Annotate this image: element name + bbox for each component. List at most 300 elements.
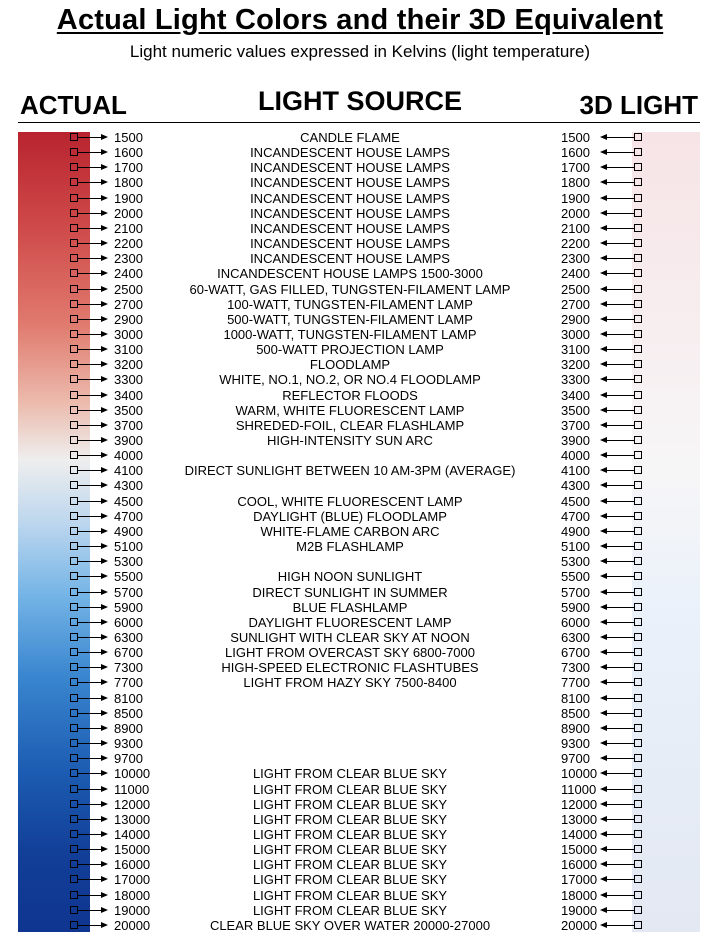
- kelvin-value-3d: 9300: [561, 736, 590, 751]
- light-source-label: INCANDESCENT HOUSE LAMPS: [250, 236, 450, 252]
- 3d-marker-box: [634, 588, 642, 596]
- kelvin-value-actual: 9700: [114, 751, 143, 767]
- table-row: [0, 434, 720, 449]
- actual-marker-box: [70, 224, 78, 232]
- arrow-left-icon: [602, 470, 634, 471]
- kelvin-value-3d: 20000: [561, 917, 598, 933]
- kelvin-value-actual: 3700: [114, 417, 143, 433]
- table-row: [0, 131, 720, 146]
- 3d-marker-box: [634, 845, 642, 853]
- kelvin-value-3d: 4900: [561, 523, 590, 539]
- table-row: [0, 419, 720, 434]
- kelvin-value-3d: 9700: [561, 751, 590, 767]
- actual-marker-box: [70, 406, 78, 414]
- 3d-marker-box: [634, 527, 642, 535]
- 3d-marker-box: [634, 603, 642, 611]
- actual-marker-box: [70, 360, 78, 368]
- arrow-right-icon: [78, 834, 106, 835]
- light-source-label: COOL, WHITE FLUORESCENT LAMP: [237, 493, 463, 509]
- light-source-label: LIGHT FROM CLEAR BLUE SKY: [252, 781, 448, 797]
- arrow-right-icon: [78, 440, 106, 441]
- table-row: [0, 313, 720, 328]
- arrow-right-icon: [78, 213, 106, 214]
- 3d-marker-box: [634, 906, 642, 914]
- actual-marker-box: [70, 436, 78, 444]
- arrow-left-icon: [602, 364, 634, 365]
- actual-marker-box: [70, 133, 78, 141]
- arrow-left-icon: [602, 698, 634, 699]
- arrow-left-icon: [602, 440, 634, 441]
- arrow-left-icon: [602, 743, 634, 744]
- 3d-marker-box: [634, 542, 642, 550]
- arrow-left-icon: [602, 895, 634, 896]
- actual-marker-box: [70, 588, 78, 596]
- light-source-label: REFLECTOR FLOODS: [282, 387, 418, 403]
- light-source-label: INCANDESCENT HOUSE LAMPS: [250, 175, 450, 191]
- light-source-label: LIGHT FROM HAZY SKY 7500-8400: [243, 675, 457, 691]
- kelvin-value-actual: 1600: [114, 145, 143, 161]
- kelvin-value-3d: 2200: [561, 236, 590, 252]
- arrow-right-icon: [78, 667, 106, 668]
- arrow-left-icon: [602, 410, 634, 411]
- arrow-left-icon: [602, 152, 634, 153]
- actual-marker-box: [70, 542, 78, 550]
- table-row: [0, 646, 720, 661]
- actual-marker-box: [70, 921, 78, 929]
- column-header-actual: ACTUAL: [20, 90, 127, 120]
- actual-marker-box: [70, 785, 78, 793]
- actual-marker-box: [70, 633, 78, 641]
- kelvin-value-3d: 2000: [561, 205, 590, 221]
- arrow-right-icon: [78, 849, 106, 850]
- kelvin-value-actual: 4900: [114, 523, 143, 539]
- kelvin-value-3d: 4300: [561, 478, 590, 494]
- kelvin-value-actual: 1700: [114, 160, 143, 176]
- kelvin-value-3d: 8500: [561, 705, 590, 721]
- actual-marker-box: [70, 512, 78, 520]
- arrow-left-icon: [602, 561, 634, 562]
- light-source-label: WHITE-FLAME CARBON ARC: [260, 523, 440, 539]
- actual-marker-box: [70, 572, 78, 580]
- 3d-marker-box: [634, 406, 642, 414]
- kelvin-value-actual: 3000: [114, 327, 143, 342]
- kelvin-value-3d: 2400: [561, 266, 590, 282]
- kelvin-value-actual: 2100: [114, 220, 143, 236]
- table-row: [0, 783, 720, 798]
- 3d-marker-box: [634, 239, 642, 247]
- kelvin-value-3d: 8900: [561, 720, 590, 736]
- kelvin-value-3d: 3900: [561, 433, 590, 448]
- actual-marker-box: [70, 603, 78, 611]
- arrow-right-icon: [78, 895, 106, 896]
- actual-marker-box: [70, 800, 78, 808]
- kelvin-value-3d: 3500: [561, 402, 590, 418]
- actual-marker-box: [70, 497, 78, 505]
- actual-marker-box: [70, 754, 78, 762]
- arrow-left-icon: [602, 395, 634, 396]
- arrow-right-icon: [78, 925, 106, 926]
- table-row: [0, 843, 720, 858]
- kelvin-value-3d: 1600: [561, 145, 590, 161]
- arrow-right-icon: [78, 364, 106, 365]
- 3d-marker-box: [634, 330, 642, 338]
- arrow-right-icon: [78, 531, 106, 532]
- light-source-label: 100-WATT, TUNGSTEN-FILAMENT LAMP: [227, 296, 473, 312]
- arrow-right-icon: [78, 879, 106, 880]
- table-row: [0, 328, 720, 343]
- 3d-marker-box: [634, 345, 642, 353]
- arrow-left-icon: [602, 213, 634, 214]
- table-row: [0, 207, 720, 222]
- 3d-marker-box: [634, 178, 642, 186]
- arrow-left-icon: [602, 804, 634, 805]
- kelvin-value-3d: 6700: [561, 645, 590, 661]
- actual-marker-box: [70, 178, 78, 186]
- kelvin-value-3d: 5500: [561, 569, 590, 585]
- kelvin-value-3d: 13000: [561, 811, 598, 827]
- kelvin-value-actual: 2900: [114, 311, 143, 327]
- 3d-marker-box: [634, 421, 642, 429]
- table-row: [0, 767, 720, 782]
- table-row: [0, 510, 720, 525]
- 3d-marker-box: [634, 300, 642, 308]
- header-divider: [18, 122, 700, 123]
- light-source-label: LIGHT FROM CLEAR BLUE SKY: [252, 902, 448, 918]
- table-row: [0, 373, 720, 388]
- 3d-marker-box: [634, 694, 642, 702]
- actual-marker-box: [70, 163, 78, 171]
- kelvin-value-3d: 11000: [561, 781, 597, 797]
- table-row: [0, 586, 720, 601]
- arrow-left-icon: [602, 501, 634, 502]
- kelvin-value-3d: 10000: [561, 766, 598, 782]
- arrow-right-icon: [78, 334, 106, 335]
- kelvin-value-3d: 15000: [561, 842, 598, 858]
- actual-marker-box: [70, 663, 78, 671]
- arrow-left-icon: [602, 789, 634, 790]
- actual-marker-box: [70, 269, 78, 277]
- table-row: [0, 161, 720, 176]
- arrow-right-icon: [78, 758, 106, 759]
- arrow-right-icon: [78, 516, 106, 517]
- table-row: [0, 176, 720, 191]
- actual-marker-box: [70, 481, 78, 489]
- kelvin-value-3d: 3400: [561, 387, 590, 403]
- arrow-right-icon: [78, 379, 106, 380]
- arrow-right-icon: [78, 607, 106, 608]
- actual-marker-box: [70, 451, 78, 459]
- actual-marker-box: [70, 375, 78, 383]
- kelvin-value-actual: 3900: [114, 433, 143, 448]
- 3d-marker-box: [634, 269, 642, 277]
- actual-marker-box: [70, 815, 78, 823]
- actual-marker-box: [70, 618, 78, 626]
- light-source-label: SUNLIGHT WITH CLEAR SKY AT NOON: [230, 630, 470, 645]
- arrow-right-icon: [78, 804, 106, 805]
- arrow-right-icon: [78, 652, 106, 653]
- table-row: [0, 631, 720, 646]
- kelvin-value-3d: 5100: [561, 539, 590, 554]
- arrow-right-icon: [78, 243, 106, 244]
- table-row: [0, 616, 720, 631]
- light-source-label: HIGH NOON SUNLIGHT: [277, 569, 423, 585]
- table-row: [0, 267, 720, 282]
- kelvin-value-3d: 3100: [561, 342, 590, 358]
- actual-marker-box: [70, 678, 78, 686]
- kelvin-value-3d: 14000: [561, 826, 598, 842]
- arrow-left-icon: [602, 819, 634, 820]
- kelvin-value-actual: 5700: [114, 584, 143, 600]
- actual-marker-box: [70, 557, 78, 565]
- light-source-label: LIGHT FROM CLEAR BLUE SKY: [252, 842, 448, 858]
- 3d-marker-box: [634, 739, 642, 747]
- arrow-left-icon: [602, 834, 634, 835]
- arrow-right-icon: [78, 304, 106, 305]
- arrow-left-icon: [602, 713, 634, 714]
- kelvin-value-3d: 7300: [561, 660, 590, 676]
- light-source-label: SHREDED-FOIL, CLEAR FLASHLAMP: [235, 417, 465, 433]
- table-row: [0, 692, 720, 707]
- kelvin-value-3d: 19000: [561, 902, 598, 918]
- table-row: [0, 707, 720, 722]
- light-source-label: LIGHT FROM CLEAR BLUE SKY: [252, 766, 448, 782]
- arrow-right-icon: [78, 819, 106, 820]
- arrow-right-icon: [78, 258, 106, 259]
- 3d-marker-box: [634, 133, 642, 141]
- arrow-left-icon: [602, 849, 634, 850]
- kelvin-value-actual: 2300: [114, 251, 143, 267]
- light-source-label: LIGHT FROM OVERCAST SKY 6800-7000: [225, 645, 475, 661]
- light-source-label: WHITE, NO.1, NO.2, OR NO.4 FLOODLAMP: [219, 372, 481, 388]
- 3d-marker-box: [634, 209, 642, 217]
- 3d-marker-box: [634, 224, 642, 232]
- light-source-label: 500-WATT PROJECTION LAMP: [256, 342, 444, 358]
- light-source-label: CANDLE FLAME: [300, 130, 400, 145]
- 3d-marker-box: [634, 572, 642, 580]
- kelvin-value-actual: 12000: [114, 796, 151, 812]
- arrow-right-icon: [78, 410, 106, 411]
- table-row: [0, 358, 720, 373]
- kelvin-value-actual: 2400: [114, 266, 143, 282]
- kelvin-value-3d: 5900: [561, 599, 590, 615]
- kelvin-value-actual: 6000: [114, 614, 143, 630]
- arrow-left-icon: [602, 243, 634, 244]
- arrow-right-icon: [78, 182, 106, 183]
- actual-marker-box: [70, 830, 78, 838]
- kelvin-value-3d: 17000: [561, 872, 598, 888]
- arrow-left-icon: [602, 319, 634, 320]
- arrow-right-icon: [78, 289, 106, 290]
- kelvin-value-actual: 1500: [114, 130, 143, 145]
- table-row: [0, 449, 720, 464]
- arrow-left-icon: [602, 592, 634, 593]
- arrow-right-icon: [78, 592, 106, 593]
- kelvin-value-3d: 7700: [561, 675, 590, 691]
- kelvin-value-actual: 14000: [114, 826, 151, 842]
- table-row: [0, 479, 720, 494]
- light-source-label: LIGHT FROM CLEAR BLUE SKY: [252, 826, 448, 842]
- arrow-right-icon: [78, 743, 106, 744]
- table-row: [0, 283, 720, 298]
- arrow-right-icon: [78, 167, 106, 168]
- light-source-label: 500-WATT, TUNGSTEN-FILAMENT LAMP: [227, 311, 473, 327]
- kelvin-value-actual: 3200: [114, 357, 143, 373]
- light-source-label: LIGHT FROM CLEAR BLUE SKY: [252, 887, 448, 903]
- kelvin-value-actual: 8100: [114, 690, 143, 706]
- kelvin-value-3d: 2900: [561, 311, 590, 327]
- kelvin-value-3d: 2300: [561, 251, 590, 267]
- light-source-label: LIGHT FROM CLEAR BLUE SKY: [252, 811, 448, 827]
- table-row: [0, 540, 720, 555]
- arrow-right-icon: [78, 395, 106, 396]
- table-row: [0, 798, 720, 813]
- kelvin-value-3d: 16000: [561, 857, 598, 873]
- arrow-right-icon: [78, 152, 106, 153]
- column-header-light-source: LIGHT SOURCE: [257, 86, 462, 116]
- 3d-marker-box: [634, 800, 642, 808]
- table-row: [0, 237, 720, 252]
- light-source-label: DIRECT SUNLIGHT IN SUMMER: [252, 584, 448, 600]
- arrow-left-icon: [602, 910, 634, 911]
- actual-marker-box: [70, 906, 78, 914]
- table-row: [0, 495, 720, 510]
- arrow-right-icon: [78, 198, 106, 199]
- light-source-label: FLOODLAMP: [309, 357, 391, 373]
- 3d-marker-box: [634, 754, 642, 762]
- actual-marker-box: [70, 330, 78, 338]
- table-row: [0, 404, 720, 419]
- arrow-left-icon: [602, 258, 634, 259]
- table-row: [0, 298, 720, 313]
- table-row: [0, 676, 720, 691]
- arrow-right-icon: [78, 485, 106, 486]
- arrow-left-icon: [602, 379, 634, 380]
- light-source-label: DIRECT SUNLIGHT BETWEEN 10 AM-3PM (AVERAGE): [184, 463, 516, 479]
- actual-marker-box: [70, 860, 78, 868]
- arrow-left-icon: [602, 137, 634, 138]
- kelvin-value-actual: 10000: [114, 766, 151, 782]
- kelvin-value-3d: 1800: [561, 175, 590, 191]
- arrow-left-icon: [602, 516, 634, 517]
- arrow-right-icon: [78, 546, 106, 547]
- arrow-right-icon: [78, 501, 106, 502]
- kelvin-value-3d: 3300: [561, 372, 590, 388]
- 3d-marker-box: [634, 315, 642, 323]
- light-source-label: LIGHT FROM CLEAR BLUE SKY: [252, 857, 448, 873]
- 3d-marker-box: [634, 830, 642, 838]
- arrow-left-icon: [602, 925, 634, 926]
- arrow-left-icon: [602, 576, 634, 577]
- arrow-right-icon: [78, 622, 106, 623]
- arrow-left-icon: [602, 228, 634, 229]
- actual-marker-box: [70, 709, 78, 717]
- table-row: [0, 873, 720, 888]
- arrow-left-icon: [602, 864, 634, 865]
- 3d-marker-box: [634, 769, 642, 777]
- kelvin-value-actual: 4700: [114, 508, 143, 524]
- light-source-label: CLEAR BLUE SKY OVER WATER 20000-27000: [209, 917, 491, 933]
- actual-marker-box: [70, 391, 78, 399]
- kelvin-value-actual: 5900: [114, 599, 143, 615]
- table-row: [0, 601, 720, 616]
- 3d-marker-box: [634, 254, 642, 262]
- kelvin-value-3d: 3700: [561, 417, 590, 433]
- table-row: [0, 555, 720, 570]
- 3d-marker-box: [634, 557, 642, 565]
- kelvin-value-actual: 2500: [114, 281, 143, 297]
- 3d-marker-box: [634, 875, 642, 883]
- arrow-left-icon: [602, 349, 634, 350]
- arrow-right-icon: [78, 137, 106, 138]
- 3d-marker-box: [634, 678, 642, 686]
- 3d-marker-box: [634, 512, 642, 520]
- 3d-marker-box: [634, 194, 642, 202]
- kelvin-value-actual: 1800: [114, 175, 143, 191]
- arrow-right-icon: [78, 561, 106, 562]
- 3d-marker-box: [634, 451, 642, 459]
- light-source-label: DAYLIGHT FLUORESCENT LAMP: [248, 614, 452, 630]
- table-row: [0, 858, 720, 873]
- 3d-marker-box: [634, 663, 642, 671]
- arrow-left-icon: [602, 182, 634, 183]
- table-row: [0, 192, 720, 207]
- light-source-label: INCANDESCENT HOUSE LAMPS 1500-3000: [217, 266, 483, 282]
- column-header-3d-light: 3D LIGHT: [579, 90, 698, 120]
- kelvin-value-3d: 1900: [561, 190, 590, 206]
- light-source-label: 60-WATT, GAS FILLED, TUNGSTEN-FILAMENT LAMP: [189, 281, 511, 297]
- 3d-marker-box: [634, 481, 642, 489]
- kelvin-value-actual: 3300: [114, 372, 143, 388]
- arrow-left-icon: [602, 334, 634, 335]
- kelvin-value-3d: 4000: [561, 448, 590, 464]
- arrow-right-icon: [78, 698, 106, 699]
- actual-marker-box: [70, 739, 78, 747]
- arrow-left-icon: [602, 485, 634, 486]
- kelvin-value-actual: 3100: [114, 342, 143, 358]
- arrow-left-icon: [602, 622, 634, 623]
- actual-marker-box: [70, 648, 78, 656]
- kelvin-value-actual: 4000: [114, 448, 143, 464]
- kelvin-value-actual: 4500: [114, 493, 143, 509]
- actual-marker-box: [70, 285, 78, 293]
- light-source-label: BLUE FLASHLAMP: [292, 599, 408, 615]
- kelvin-value-actual: 8500: [114, 705, 143, 721]
- 3d-marker-box: [634, 815, 642, 823]
- table-row: [0, 570, 720, 585]
- kelvin-value-actual: 9300: [114, 736, 143, 751]
- 3d-marker-box: [634, 497, 642, 505]
- arrow-right-icon: [78, 576, 106, 577]
- kelvin-value-actual: 4300: [114, 478, 143, 494]
- arrow-right-icon: [78, 349, 106, 350]
- kelvin-value-actual: 19000: [114, 902, 151, 918]
- arrow-left-icon: [602, 652, 634, 653]
- actual-marker-box: [70, 209, 78, 217]
- kelvin-value-actual: 5300: [114, 554, 143, 570]
- kelvin-value-actual: 11000: [114, 781, 150, 797]
- actual-marker-box: [70, 421, 78, 429]
- table-row: [0, 904, 720, 919]
- 3d-marker-box: [634, 785, 642, 793]
- arrow-left-icon: [602, 167, 634, 168]
- kelvin-value-3d: 2700: [561, 296, 590, 312]
- arrow-right-icon: [78, 455, 106, 456]
- 3d-marker-box: [634, 860, 642, 868]
- actual-marker-box: [70, 239, 78, 247]
- kelvin-value-actual: 18000: [114, 887, 151, 903]
- kelvin-value-3d: 6000: [561, 614, 590, 630]
- arrow-left-icon: [602, 304, 634, 305]
